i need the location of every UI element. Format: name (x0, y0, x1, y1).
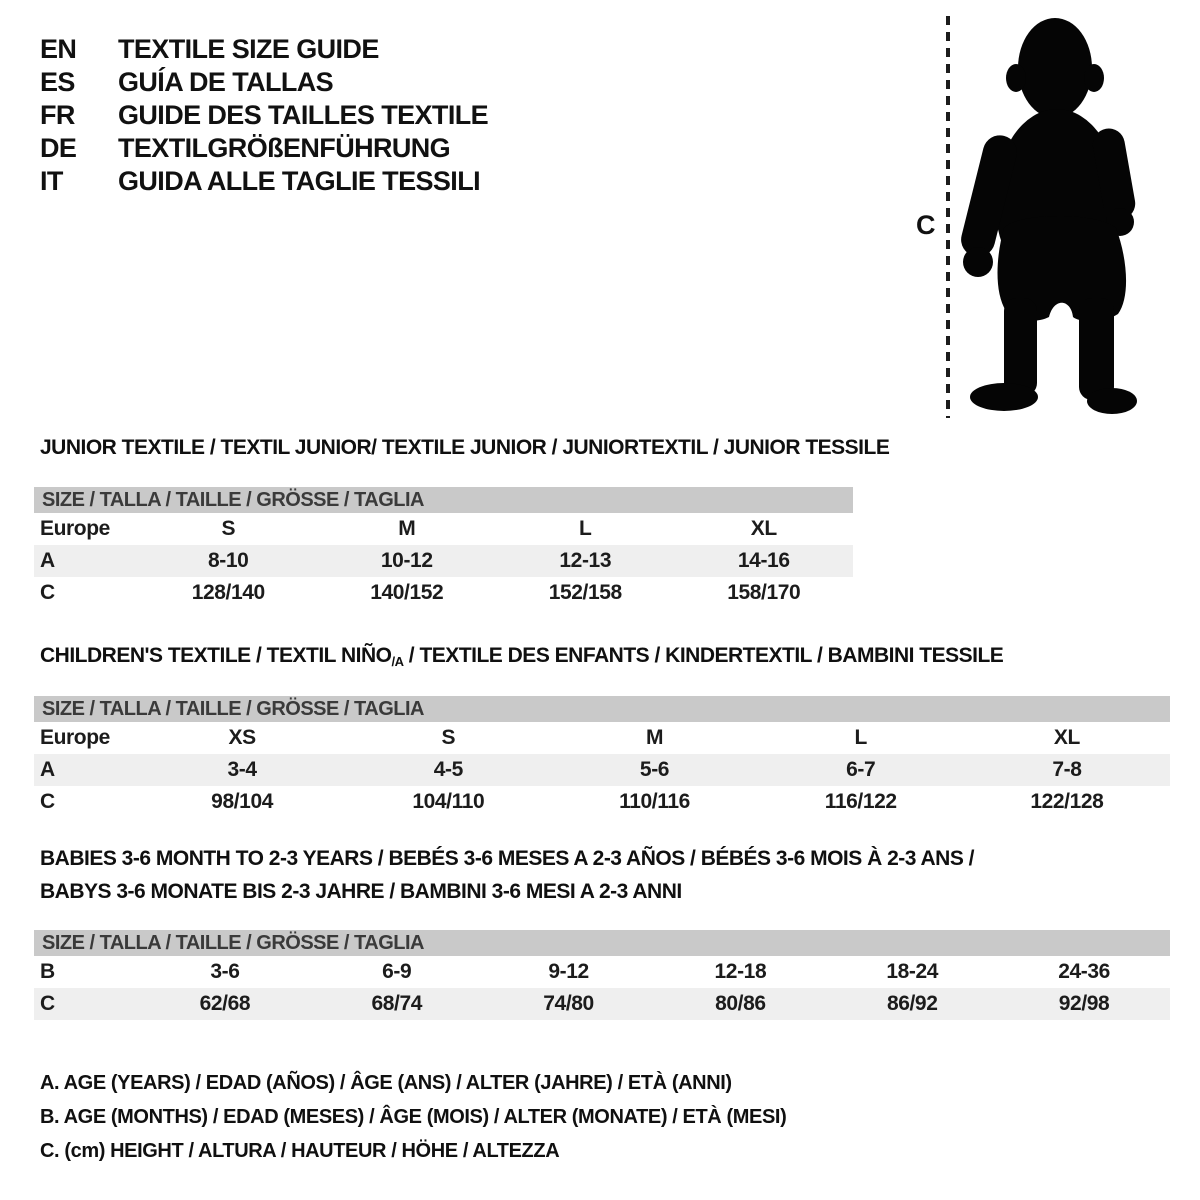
age-cell: 18-24 (886, 960, 939, 983)
children-title-text: / TEXTILE DES ENFANTS / KINDERTEXTIL / BAMBINI TESSILE (403, 644, 1004, 667)
height-cell: 80/86 (715, 992, 766, 1015)
row-label: Europe (40, 726, 110, 749)
language-code: FR (40, 100, 75, 130)
language-row-es (40, 67, 488, 100)
language-title: GUIDA ALLE TAGLIE TESSILI (118, 166, 480, 196)
row-label: C (40, 581, 55, 604)
height-cell: 122/128 (1030, 790, 1104, 813)
height-cell: 62/68 (199, 992, 251, 1015)
children-title-text: CHILDREN'S TEXTILE / TEXTIL NIÑO (40, 644, 392, 667)
row-label: C (40, 992, 55, 1015)
children-title-subscript: /A (391, 654, 404, 669)
row-label: A (40, 758, 55, 781)
table-row (34, 786, 1170, 818)
row-label: B (40, 960, 55, 983)
language-code: ES (40, 67, 75, 97)
junior-size-header: SIZE / TALLA / TAILLE / GRÖSSE / TAGLIA (34, 487, 853, 513)
size-cell: M (398, 517, 416, 540)
size-cell: XL (1053, 726, 1080, 749)
size-cell: XS (228, 726, 256, 749)
table-row (34, 722, 1170, 754)
age-cell: 24-36 (1058, 960, 1110, 983)
height-cell: 140/152 (370, 581, 444, 604)
height-cell: 116/122 (824, 790, 897, 813)
language-row-it (40, 166, 488, 199)
babies-section-title-line1: BABIES 3-6 MONTH TO 2-3 YEARS / BEBÉS 3-6 MESES A 2-3 AÑOS / BÉBÉS 3-6 MOIS À 2-3 ANS / (40, 847, 975, 870)
toddler-silhouette (958, 16, 1153, 420)
height-cell: 68/74 (371, 992, 423, 1015)
junior-size-table (34, 487, 853, 609)
age-cell: 3-4 (227, 758, 257, 781)
age-cell: 7-8 (1052, 758, 1082, 781)
table-row (34, 577, 853, 609)
row-label: A (40, 549, 55, 572)
language-code: DE (40, 133, 77, 163)
babies-size-header: SIZE / TALLA / TAILLE / GRÖSSE / TAGLIA (34, 930, 1170, 956)
age-cell: 5-6 (639, 758, 670, 781)
height-cell: 74/80 (543, 992, 594, 1015)
table-row (34, 545, 853, 577)
junior-section-title: JUNIOR TEXTILE / TEXTIL JUNIOR/ TEXTILE JUNIOR / JUNIORTEXTIL / JUNIOR TESSILE (40, 436, 890, 459)
language-list (40, 34, 488, 199)
language-code: EN (40, 34, 77, 64)
height-cell: 110/116 (619, 790, 690, 813)
table-row (34, 956, 1170, 988)
age-cell: 10-12 (380, 549, 433, 572)
footnote-age-months: B. AGE (MONTHS) / EDAD (MESES) / ÂGE (MOIS) / ALTER (MONATE) / ETÀ (MESI) (40, 1106, 787, 1128)
children-section-title (40, 644, 1003, 669)
language-row-en (40, 34, 488, 67)
table-row (34, 513, 853, 545)
height-cell: 152/158 (548, 581, 622, 604)
height-cell: 158/170 (727, 581, 801, 604)
language-code: IT (40, 166, 63, 196)
height-cell: 86/92 (886, 992, 938, 1015)
height-cell: 98/104 (211, 790, 274, 813)
language-title: TEXTILE SIZE GUIDE (118, 34, 379, 64)
age-cell: 12-18 (714, 960, 767, 983)
row-label: C (40, 790, 55, 813)
size-cell: XL (750, 517, 777, 540)
babies-size-table (34, 930, 1170, 1020)
language-title: GUÍA DE TALLAS (118, 67, 334, 97)
height-dashed-line (946, 16, 950, 418)
babies-section-title-line2: BABYS 3-6 MONATE BIS 2-3 JAHRE / BAMBINI 3-6 MESI A 2-3 ANNI (40, 880, 682, 903)
age-cell: 8-10 (208, 549, 249, 572)
size-cell: L (854, 726, 867, 749)
size-cell: L (579, 517, 592, 540)
height-cell: 104/110 (412, 790, 485, 813)
size-cell: S (441, 726, 456, 749)
height-cell: 92/98 (1058, 992, 1110, 1015)
language-title: TEXTILGRÖßENFÜHRUNG (118, 133, 451, 163)
table-row (34, 988, 1170, 1020)
language-row-fr (40, 100, 488, 133)
size-cell: M (645, 726, 664, 749)
height-measure-label: C (916, 210, 936, 240)
footnote-height-cm: C. (cm) HEIGHT / ALTURA / HAUTEUR / HÖHE / ALTEZZA (40, 1140, 560, 1162)
children-size-header: SIZE / TALLA / TAILLE / GRÖSSE / TAGLIA (34, 696, 1170, 722)
children-size-table (34, 696, 1170, 818)
age-cell: 14-16 (737, 549, 790, 572)
age-cell: 6-7 (846, 758, 876, 781)
row-label: Europe (40, 517, 110, 540)
age-cell: 4-5 (433, 758, 463, 781)
table-row (34, 754, 1170, 786)
age-cell: 6-9 (382, 960, 412, 983)
height-cell: 128/140 (191, 581, 265, 604)
age-cell: 9-12 (548, 960, 589, 983)
footnote-age-years: A. AGE (YEARS) / EDAD (AÑOS) / ÂGE (ANS) / ALTER (JAHRE) / ETÀ (ANNI) (40, 1072, 732, 1094)
age-cell: 12-13 (559, 549, 612, 572)
language-row-de (40, 133, 488, 166)
size-cell: S (221, 517, 236, 540)
age-cell: 3-6 (210, 960, 240, 983)
language-title: GUIDE DES TAILLES TEXTILE (118, 100, 489, 130)
